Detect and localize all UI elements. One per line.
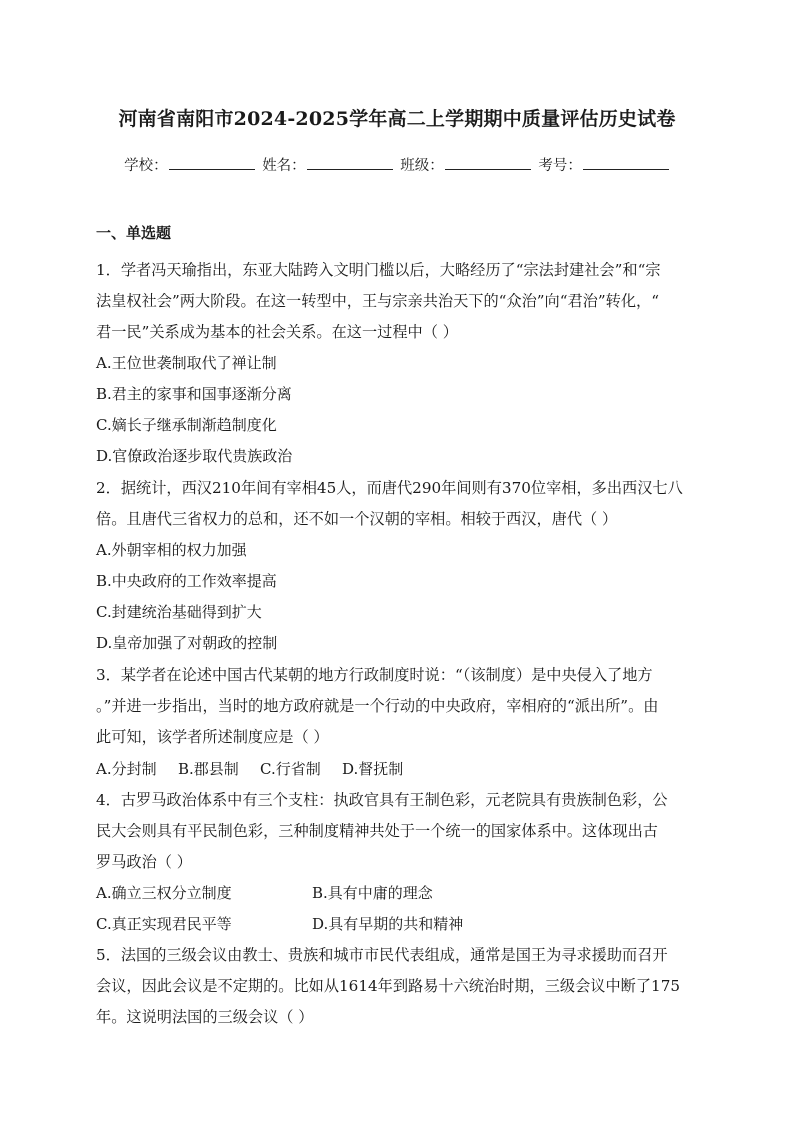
q4-line-2: 民大会则具有平民制色彩，三种制度精神共处于一个统一的国家体系中。这体现出古 <box>96 822 658 840</box>
q2-option-a: A.外朝宰相的权力加强 <box>96 541 247 559</box>
q3-option-a: A.分封制 <box>96 760 157 778</box>
q2-option-d: D.皇帝加强了对朝政的控制 <box>96 634 278 652</box>
q1-option-d: D.官僚政治逐步取代贵族政治 <box>96 447 293 465</box>
student-info-row <box>0 154 794 175</box>
q1-line-1: 1．学者冯天瑜指出，东亚大陆跨入文明门槛以后，大略经历了“宗法封建社会”和“宗 <box>96 261 661 279</box>
q1-option-a: A.王位世袭制取代了禅让制 <box>96 354 277 372</box>
q4-option-a: A.确立三权分立制度 <box>96 884 232 902</box>
school-label: 学校： <box>124 158 168 174</box>
q3-option-c: C.行省制 <box>260 760 321 778</box>
q3-line-1: 3．某学者在论述中国古代某朝的地方行政制度时说：“（该制度）是中央侵入了地方 <box>96 666 653 684</box>
q3-option-d: D.督抚制 <box>342 760 404 778</box>
q3-line-3: 此可知，该学者所述制度应是（ ） <box>96 728 329 746</box>
q4-option-b: B.具有中庸的理念 <box>312 884 433 902</box>
q2-option-b: B.中央政府的工作效率提高 <box>96 572 277 590</box>
q4-line-3: 罗马政治（ ） <box>96 853 192 871</box>
q2-line-2: 倍。且唐代三省权力的总和，还不如一个汉朝的宰相。相较于西汉，唐代（ ） <box>96 510 618 528</box>
class-blank <box>445 157 531 170</box>
q5-line-1: 5．法国的三级会议由教士、贵族和城市市民代表组成，通常是国王为寻求援助而召开 <box>96 946 668 964</box>
q2-line-1: 2．据统计，西汉210年间有宰相45人，而唐代290年间则有370位宰相，多出西汉七八 <box>96 479 683 497</box>
q3-option-b: B.郡县制 <box>178 760 239 778</box>
q5-line-2: 会议，因此会议是不定期的。比如从1614年到路易十六统治时期，三级会议中断了175 <box>96 977 681 995</box>
name-label: 姓名： <box>262 158 306 174</box>
q4-option-c: C.真正实现君民平等 <box>96 915 232 933</box>
q4-option-d: D.具有早期的共和精神 <box>312 915 464 933</box>
q4-line-1: 4．古罗马政治体系中有三个支柱：执政官具有王制色彩，元老院具有贵族制色彩，公 <box>96 791 668 809</box>
school-blank <box>169 157 255 170</box>
q5-line-3: 年。这说明法国的三级会议（ ） <box>96 1008 314 1026</box>
exam-number-blank <box>583 157 669 170</box>
q3-line-2: 。”并进一步指出，当时的地方政府就是一个行动的中央政府，宰相府的“派出所”。由 <box>96 697 659 715</box>
class-label: 班级： <box>400 158 444 174</box>
exam-number-label: 考号： <box>538 158 582 174</box>
exam-title: 河南省南阳市2024-2025学年高二上学期期中质量评估历史试卷 <box>118 108 676 130</box>
q1-line-2: 法皇权社会”两大阶段。在这一转型中，王与宗亲共治天下的“众治”向“君治”转化，“ <box>96 292 659 310</box>
q1-option-b: B.君主的家事和国事逐渐分离 <box>96 385 292 403</box>
name-blank <box>307 157 393 170</box>
q1-line-3: 君一民”关系成为基本的社会关系。在这一过程中（ ） <box>96 323 458 341</box>
section-heading: 一、单选题 <box>96 224 172 242</box>
q2-option-c: C.封建统治基础得到扩大 <box>96 603 262 621</box>
q1-option-c: C.嫡长子继承制渐趋制度化 <box>96 416 277 434</box>
